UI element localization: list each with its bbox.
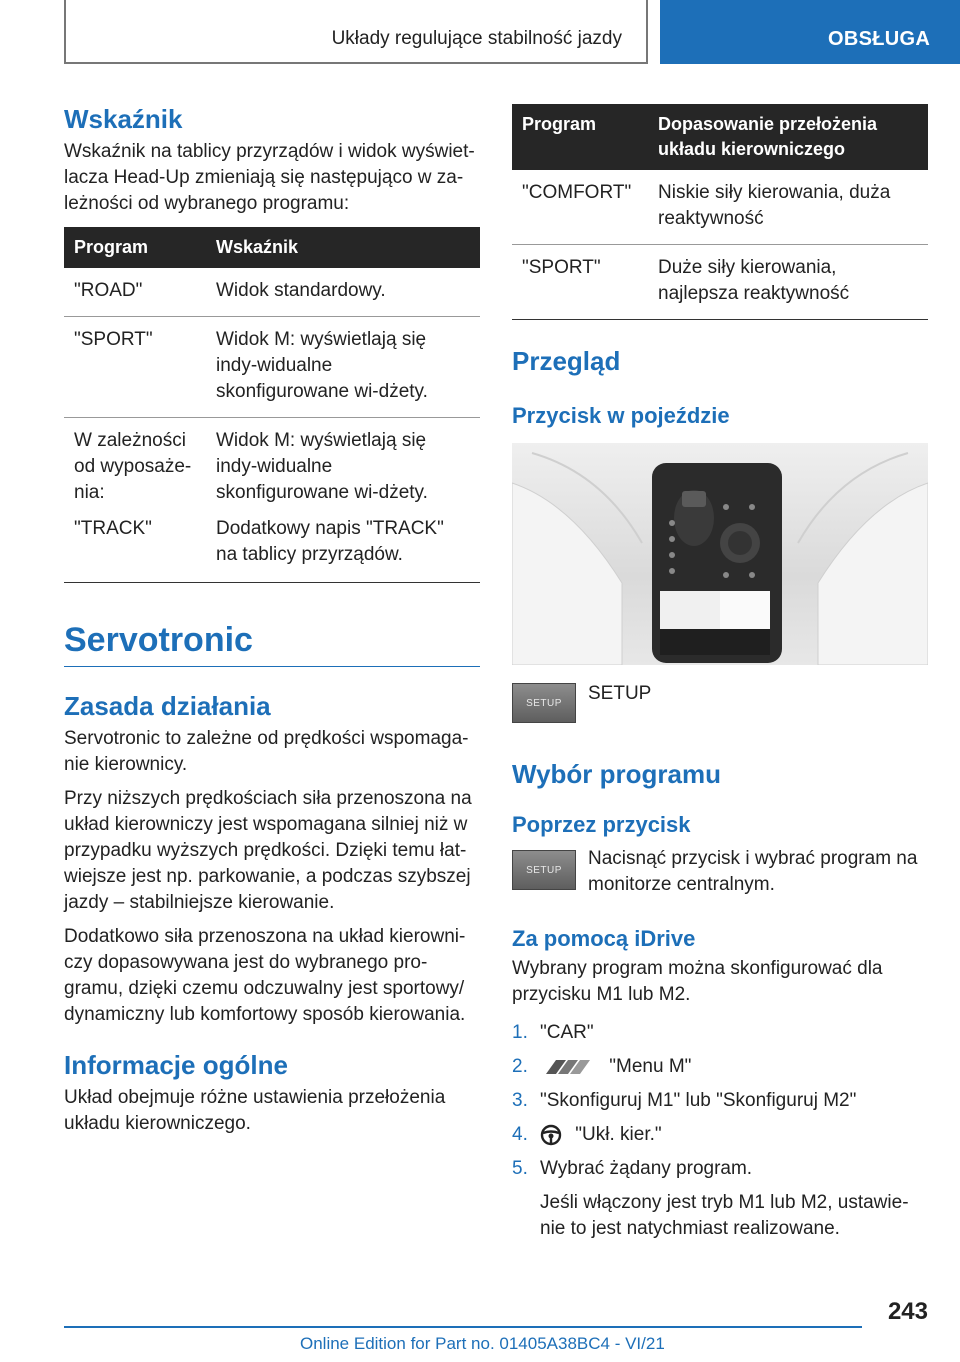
setup-label: SETUP	[588, 683, 652, 704]
setup-icon-text: SETUP	[526, 864, 562, 876]
header-box	[64, 0, 648, 64]
idrive-heading: Za pomocą iDrive	[512, 926, 696, 951]
table-header-wskaznik: Wskaźnik	[206, 227, 480, 268]
table-cell: Widok M: wyświetlają się indy-widualne skonfigurowane wi-dżety.	[216, 430, 428, 503]
step-text: "CAR"	[540, 1022, 594, 1043]
left-column	[64, 100, 480, 1137]
list-item	[512, 1122, 928, 1148]
przeglad-heading: Przegląd	[512, 346, 621, 376]
table-cell: Duże siły kierowania, najlepsza reaktywność	[658, 257, 850, 304]
list-item	[512, 1054, 928, 1080]
wskaznik-intro: Wskaźnik na tablicy przyrządów i widok wyświet-lacza Head-Up zmieniają się następująco w za-leżności od wybranego programu:	[64, 141, 475, 214]
table-header-program: Program	[512, 104, 648, 170]
list-item	[512, 1156, 928, 1182]
center-console-illustration	[512, 443, 928, 665]
servotronic-title: Servotronic	[64, 621, 253, 659]
wskaznik-table	[64, 227, 480, 583]
step-number: 2.	[512, 1056, 528, 1077]
przycisk-heading: Przycisk w pojeździe	[512, 403, 730, 428]
servotronic-p4: Układ obejmuje różne ustawienia przełożenia układu kierowniczego.	[64, 1087, 446, 1134]
setup-icon-text: SETUP	[526, 697, 562, 709]
table-cell: "COMFORT"	[512, 170, 648, 245]
step-text: "Menu M"	[609, 1056, 692, 1077]
servotronic-p1: Servotronic to zależne od prędkości wspomaga-nie kierownicy.	[64, 728, 469, 775]
table-header-ratio: Dopasowanie przełożenia układu kierowniczego	[648, 104, 928, 170]
table-cell: Niskie siły kierowania, duża reaktywność	[648, 170, 928, 245]
list-item	[512, 1020, 928, 1046]
table-cell: "ROAD"	[64, 268, 206, 317]
table-row	[64, 268, 480, 317]
zasada-heading: Zasada działania	[64, 691, 271, 721]
title-rule	[64, 666, 480, 667]
list-item	[512, 1088, 928, 1114]
poprzez-text: Nacisnąć przycisk i wybrać program na monitorze centralnym.	[588, 848, 918, 895]
steps-list	[512, 1020, 928, 1182]
table-row	[512, 245, 928, 320]
step-text: "Ukł. kier."	[575, 1124, 662, 1145]
table-row	[64, 512, 480, 583]
step5-note: Jeśli włączony jest tryb M1 lub M2, ustawie-nie to jest natychmiast realizowane.	[540, 1192, 909, 1239]
step-text: Wybrać żądany program.	[540, 1158, 753, 1179]
servotronic-p2: Przy niższych prędkościach siła przenoszona na układ kierowniczy jest wspomagana silniej niż w przypadku wyższych prędkości. Dzięki temu łat-wiejsze jest np. parkowanie, a podczas szybszej jazdy – stabilniejsze kierowanie.	[64, 788, 472, 913]
setup-button-icon	[512, 850, 576, 890]
wskaznik-heading: Wskaźnik	[64, 104, 183, 134]
table-cell: W zależności od wyposaże-nia:	[74, 430, 192, 503]
info-heading: Informacje ogólne	[64, 1050, 288, 1080]
table-cell: "SPORT"	[64, 317, 206, 418]
section-title: Układy regulujące stabilność jazdy	[331, 28, 622, 49]
table-cell: "SPORT"	[522, 257, 601, 278]
header-tab	[660, 0, 960, 64]
wybor-heading: Wybór programu	[512, 759, 721, 789]
table-cell: "TRACK"	[74, 518, 152, 539]
setup-button-icon	[512, 683, 576, 723]
step-number: 5.	[512, 1158, 528, 1179]
tab-label: OBSŁUGA	[828, 28, 931, 50]
steering-wheel-icon	[540, 1124, 562, 1146]
footer-rule	[64, 1326, 862, 1328]
step-number: 4.	[512, 1124, 528, 1145]
step-number: 1.	[512, 1022, 528, 1043]
right-column	[512, 104, 928, 1242]
m-menu-icon	[540, 1059, 596, 1075]
table-cell: Widok standardowy.	[206, 268, 480, 317]
page-number: 243	[887, 1298, 928, 1325]
steering-table	[512, 104, 928, 320]
table-cell: Dodatkowy napis "TRACK" na tablicy przyrządów.	[216, 518, 444, 565]
step-number: 3.	[512, 1090, 528, 1111]
table-row	[512, 170, 928, 245]
footer-edition: Online Edition for Part no. 01405A38BC4 - VI/21	[300, 1334, 665, 1353]
table-row	[64, 317, 480, 418]
center-console-photo	[512, 443, 928, 665]
poprzez-row	[512, 850, 928, 898]
setup-row	[512, 683, 928, 723]
table-cell: Widok M: wyświetlają się indy-widualne skonfigurowane wi-dżety.	[206, 317, 480, 418]
idrive-text: Wybrany program można skonfigurować dla przycisku M1 lub M2.	[512, 958, 883, 1005]
poprzez-heading: Poprzez przycisk	[512, 812, 691, 837]
table-row	[64, 418, 480, 513]
step-text: "Skonfiguruj M1" lub "Skonfiguruj M2"	[540, 1090, 857, 1111]
servotronic-p3: Dodatkowo siła przenoszona na układ kierowni-czy dopasowywana jest do wybranego pro-gramu, dzięki czemu odczuwalny jest sportowy/ dynamiczny lub komfortowy sposób kierowania.	[64, 926, 466, 1025]
table-header-program: Program	[64, 227, 206, 268]
